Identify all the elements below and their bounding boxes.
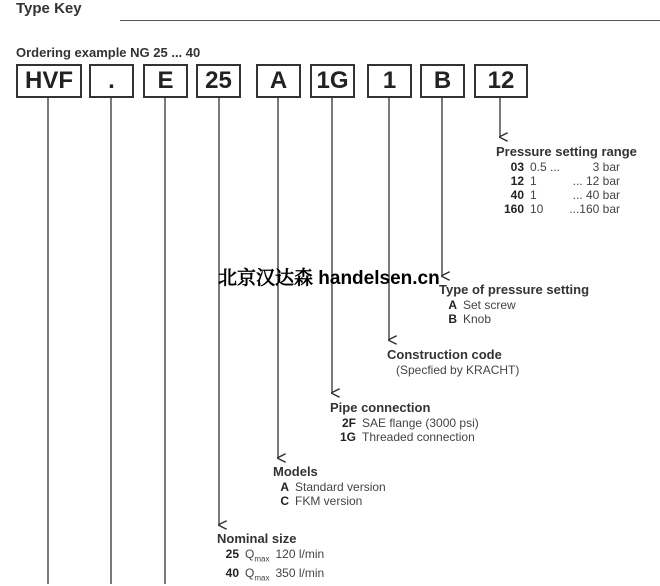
nominal-size-row xyxy=(217,566,324,585)
code-box-series: HVF xyxy=(16,64,82,98)
pressure-range-from: 1 xyxy=(530,174,537,188)
pressure-range-code: 12 xyxy=(510,174,524,188)
pressure-range-row xyxy=(496,174,637,188)
pressure-range-row xyxy=(496,160,637,174)
models-section xyxy=(273,465,386,508)
pipe-connection-heading: Pipe connection xyxy=(330,400,431,415)
models-heading: Models xyxy=(273,464,318,479)
nominal-size-text: 350 l/min xyxy=(275,566,325,581)
pipe-connection-row xyxy=(330,416,479,430)
models-code: A xyxy=(280,480,289,494)
construction-code-heading: Construction code xyxy=(387,347,502,362)
pipe-connection-section xyxy=(330,401,479,444)
ordering-example: Ordering example NG 25 ... 40 xyxy=(16,45,201,60)
pressure-range-to: ...160 bar xyxy=(569,202,620,216)
pipe-connection-text: Threaded connection xyxy=(362,430,475,444)
qmax-sub: max xyxy=(254,554,270,564)
code-box-nominal-size: 25 xyxy=(196,64,241,98)
code-box-construction: 1 xyxy=(367,64,412,98)
page-title: Type Key xyxy=(16,0,82,17)
pressure-range-from: 10 xyxy=(530,202,544,216)
pipe-connection-code: 1G xyxy=(339,430,356,444)
pressure-range-from: 0.5 ... xyxy=(530,160,561,174)
pressure-type-heading: Type of pressure setting xyxy=(439,282,590,297)
pressure-range-from: 1 xyxy=(530,188,537,202)
pressure-setting-range-section xyxy=(496,145,637,216)
construction-code-section xyxy=(387,348,519,377)
code-box-dot: . xyxy=(89,64,134,98)
nominal-size-section xyxy=(217,532,324,586)
pressure-range-to: 3 bar xyxy=(592,160,620,174)
qmax-label: Q xyxy=(245,566,255,581)
watermark-text: 北京汉达森 handelsen.cn xyxy=(218,268,440,289)
pipe-connection-code: 2F xyxy=(341,416,356,430)
nominal-size-code: 40 xyxy=(225,566,239,581)
pressure-range-row xyxy=(496,202,637,216)
models-row xyxy=(273,480,386,494)
pressure-range-to: ... 40 bar xyxy=(572,188,620,202)
pressure-range-code: 40 xyxy=(510,188,524,202)
models-text: Standard version xyxy=(295,480,386,494)
pressure-type-code: B xyxy=(448,312,457,326)
pressure-range-code: 160 xyxy=(503,202,524,216)
models-text: FKM version xyxy=(295,494,363,508)
construction-code-note: (Specfied by KRACHT) xyxy=(396,363,520,377)
code-box-pipe-connection: 1G xyxy=(310,64,355,98)
pressure-range-row xyxy=(496,188,637,202)
pressure-range-to: ... 12 bar xyxy=(572,174,620,188)
nominal-size-row xyxy=(217,547,324,566)
nominal-size-code: 25 xyxy=(225,547,239,561)
pressure-type-text: Set screw xyxy=(463,298,516,312)
nominal-size-heading: Nominal size xyxy=(217,531,297,546)
pressure-range-code: 03 xyxy=(510,160,524,174)
pressure-setting-range-heading: Pressure setting range xyxy=(496,144,637,159)
code-box-series-letter: E xyxy=(143,64,188,98)
pressure-type-section xyxy=(439,283,589,326)
pressure-type-text: Knob xyxy=(463,312,492,326)
qmax-sub: max xyxy=(254,573,270,583)
pressure-type-row xyxy=(439,298,589,312)
nominal-size-text: 120 l/min xyxy=(275,547,325,561)
code-box-pressure-range: 12 xyxy=(474,64,528,98)
code-box-model: A xyxy=(256,64,301,98)
pressure-type-row xyxy=(439,312,589,326)
models-row xyxy=(273,494,386,508)
pressure-type-code: A xyxy=(448,298,457,312)
code-box-pressure-type: B xyxy=(420,64,465,98)
pipe-connection-row xyxy=(330,430,479,444)
models-code: C xyxy=(280,494,289,508)
qmax-label: Q xyxy=(245,547,255,561)
pipe-connection-text: SAE flange (3000 psi) xyxy=(362,416,479,430)
